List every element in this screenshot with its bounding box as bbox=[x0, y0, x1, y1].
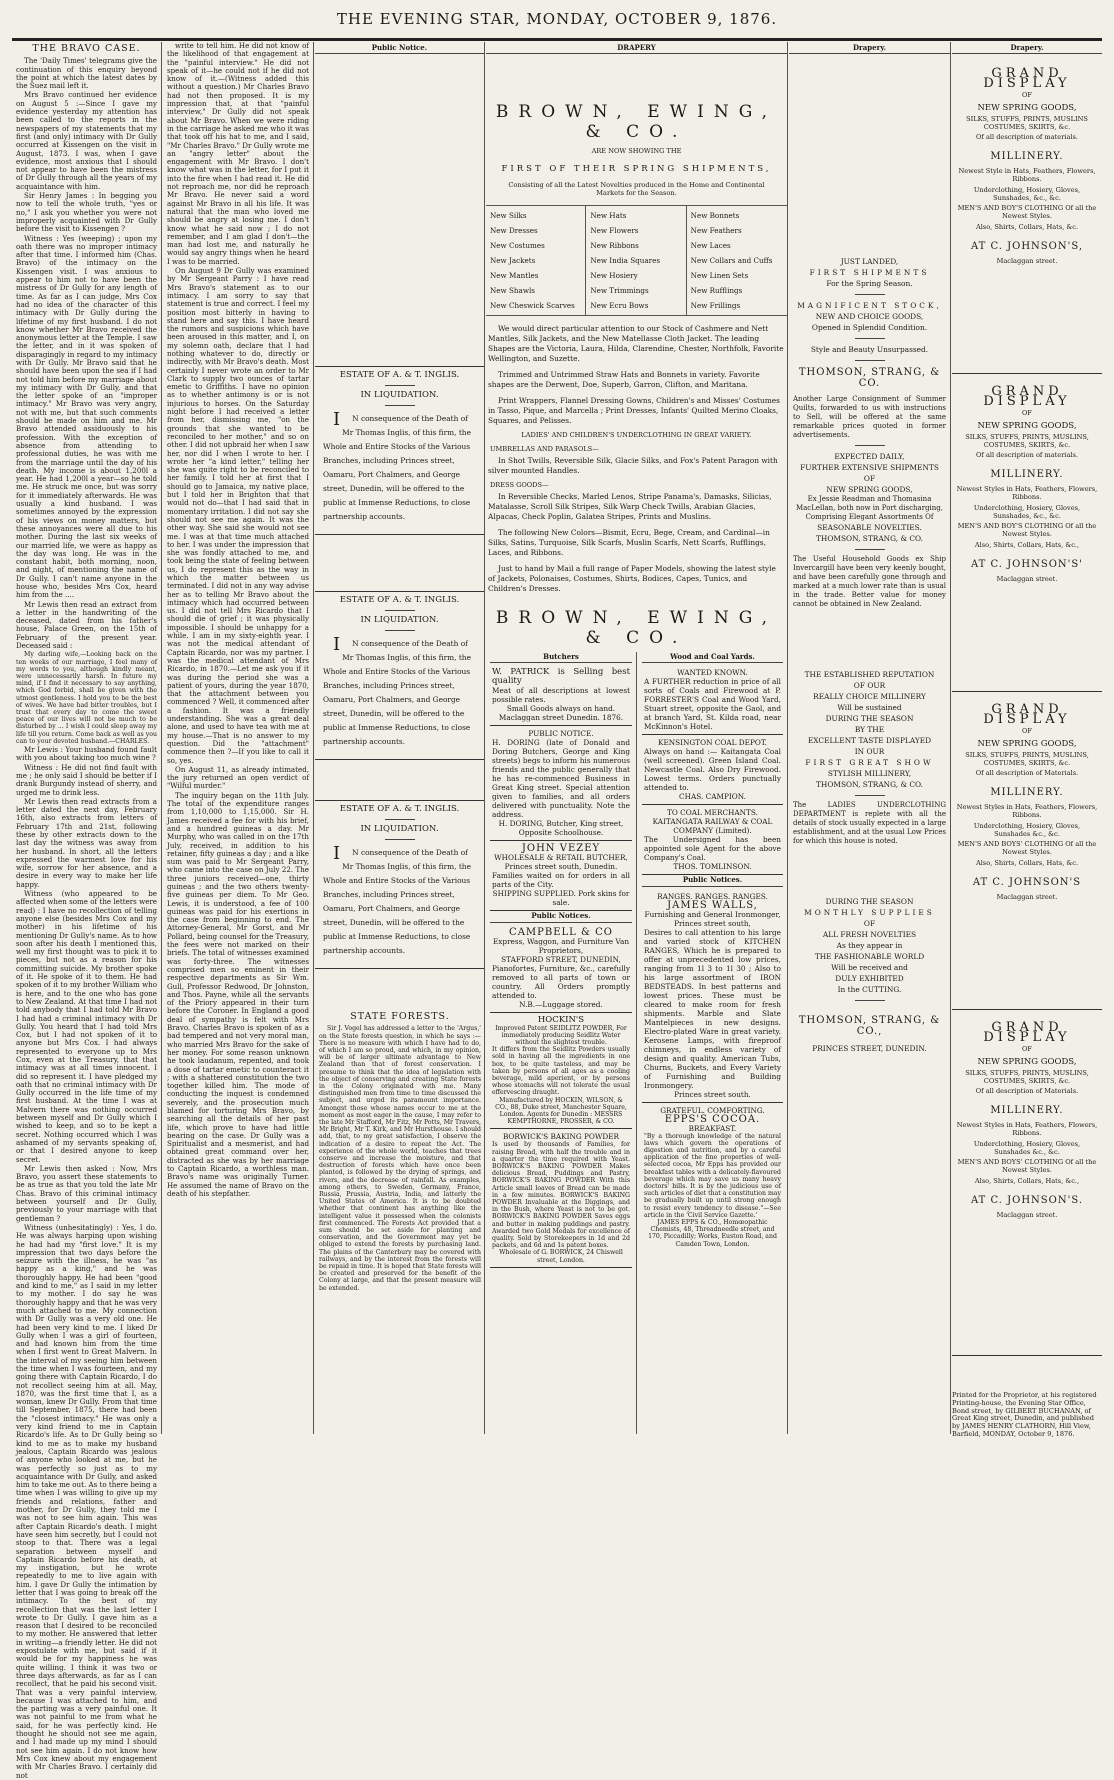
ad-line: THE ESTABLISHED REPUTATION bbox=[804, 670, 935, 679]
goods-item: New Mantles bbox=[490, 271, 539, 281]
ad-line: NEW SPRING GOODS, bbox=[826, 485, 913, 494]
section-head: Public Notices. bbox=[642, 875, 783, 886]
ad-brand: AT C. JOHNSON'S, bbox=[970, 240, 1084, 252]
ad-text: In Reversible Checks, Marled Lenos, Stripe Panama's, Damasks, Silicias, Matalasse, Scroll Silk Stripes, Silk Warp Check Twills, Arabian Glacies, Alpacas, Check Poplin, Galatea Stripes, Prints and Muslins. bbox=[488, 491, 772, 521]
rule bbox=[385, 610, 415, 611]
ad-subtitle: IN LIQUIDATION. bbox=[360, 615, 439, 625]
ad-johnson-grand-display bbox=[952, 692, 1102, 1010]
ad-brand: AT C. JOHNSON'S' bbox=[970, 558, 1083, 570]
ad-text: Trimmed and Untrimmed Straw Hats and Bonnets in variety. Favorite shapes are the Derwent, Doe, Superb, Garron, Clifton, and Maritana. bbox=[488, 370, 760, 390]
section-head: Drapery. bbox=[789, 42, 950, 54]
ad-brand: AT C. JOHNSON'S. bbox=[970, 1194, 1084, 1206]
ad-inglis-estate bbox=[315, 366, 484, 535]
ad-line: NEW SPRING GOODS, bbox=[977, 420, 1077, 431]
goods-item: New Flowers bbox=[590, 226, 639, 236]
ad-line: JUST LANDED, bbox=[840, 257, 899, 266]
ad-text: Princes street south. bbox=[674, 1089, 751, 1099]
brand-name: BROWN, EWING, & CO. bbox=[495, 102, 778, 142]
ad-title: TO COAL MERCHANTS. bbox=[667, 808, 758, 818]
ad-thomson-strang bbox=[789, 256, 950, 1054]
masthead bbox=[0, 0, 1114, 40]
rule bbox=[385, 839, 415, 840]
ad-line: MILLINERY. bbox=[990, 469, 1064, 481]
ad-line: PRINCES STREET, DUNEDIN. bbox=[812, 1044, 927, 1053]
ad-line: Maclaggan street. bbox=[996, 256, 1058, 265]
ad-title: KENSINGTON COAL DEPOT. bbox=[658, 738, 767, 748]
article-paragraph: Mr Lewis then read an extract from a letter in the handwriting of the deceased, dated from his father's house, Palace Green, on the 15th of February of the present year. Deceased said : bbox=[16, 599, 157, 651]
column-thomson-strang bbox=[789, 42, 951, 1434]
ad-line: MAGNIFICENT STOCK, bbox=[797, 301, 942, 310]
article-paragraph: Witness : Yes (weeping) ; upon my oath there was no improper intimacy after that time. I informed him (Chas. Bravo) of the intimacy on the Kissengen visit. I was anxious to appear to him not to have been the mistress of Dr Gully for any length of time. As far as I can judge, Mrs Cox had no idea of the character of this intimacy with Dr Gully during the lifetime of my first husband. I do not know whether Mr Bravo received the anonymous letter at the Temple. I saw the letter, and in it was spoken of disparagingly in regard to my intimacy with Dr Gully. Mr Bravo said that he should have been upon the sea if I had not told him before my marriage about my intimacy with Dr Gully, and that the letter spoke of an "improper intimacy." Mr Bravo was very angry, not with me, but that such comments should be made on him and me. Mr Bravo attended assiduously to his profession. With the exception of absence from attending to professional duties, he was with me from the marriage until the day of his death. My income is about 1,200l a year. He had 1,200l a year—so he told me. He struck me once, but was sorry for it immediately afterwards. He was usually a kind husband. I was sometimes annoyed by the expression of his views on money matters, but these annoyances were all due to his mother. During the last six weeks of our married life, we were as happy as the day was long. He was in the constant habit, both morning, noon, and night, of mentioning the name of Dr Gully. I can't name anyone in the house who, besides Mrs Cox, heard him from the .... bbox=[16, 233, 157, 600]
goods-column bbox=[687, 206, 787, 315]
article-paragraph: Sir Henry James : In begging you now to tell the whole truth, "yes or no," I ask you whether you were not improperly acquainted with Dr Gully before the visit to Kissengen ? bbox=[16, 191, 157, 234]
ad-text: Families waited on for orders in all parts of the City. bbox=[492, 871, 630, 890]
ad-line: Newest Styles in Hats, Feathers, Flowers, Ribbons. bbox=[956, 1121, 1098, 1137]
ad-title: JOHN VEZEY bbox=[521, 843, 601, 855]
ad-text: STAFFORD STREET, DUNEDIN, bbox=[501, 954, 621, 964]
goods-item: New Linen Sets bbox=[690, 271, 749, 281]
ad-signature: CHAS. CAMPION. bbox=[679, 792, 746, 802]
goods-item: New Collars and Cuffs bbox=[690, 256, 773, 266]
ad-line: DURING THE SEASON bbox=[825, 714, 914, 723]
ad-line: Underclothing, Hosiery, Gloves, Sunshades, &c., &c. bbox=[973, 503, 1081, 520]
ad-line: MEN'S AND BOY'S CLOTHING Of all the Newest Styles. bbox=[957, 522, 1097, 539]
article-paragraph: Witness (who appeared to be affected when some of the letters were read) : I have no recollection of telling anyone else (besides Mrs Cox and my mother) in his lifetime of his mentioning Dr Gully's name. As to how soon after his death I mentioned this, well my first thought was to pick it to pieces, but not as a reason for his committing suicide. My brother spoke of it. He spoke of it to them. He had spoken of it to my brother William who is here, and to the one who has gone to New Zealand. At that time I had not told anybody that I had told Mr Bravo I had had a criminal intimacy with Dr Gully. You heard that I had told Mrs Cox, but I had not spoken of it to anyone but Mrs Cox. I had always represented to everyone up to Mrs Cox, even at the Treasury, that that intimacy was at all times innocent. I did so represent it. I have pledged my oath that no criminal intimacy with Dr Gully occurred in the life time of my first husband. At the time I was at Malvern there was nothing occurred between myself and Dr Gully which I wished to keep, and so to be kept a secret. Nothing occurred which I was ashamed of my servants speaking of, or that I desired anyone to keep secret. bbox=[16, 889, 157, 1164]
ad-line: Maclaggan street. bbox=[996, 892, 1058, 901]
ad-epps-cocoa bbox=[642, 1103, 783, 1251]
section-head: Public Notice. bbox=[315, 42, 484, 54]
ad-line: Will be received and bbox=[831, 963, 908, 972]
johnson-ad-list bbox=[952, 56, 1102, 1356]
ad-line: OF bbox=[1022, 409, 1032, 417]
ad-brown-ewing bbox=[486, 42, 788, 652]
article-heading: THE BRAVO CASE. bbox=[32, 43, 141, 54]
ad-text: The Undersigned has been appointed sole Agent for the above Company's Coal. bbox=[644, 835, 781, 863]
ad-brand: AT C. JOHNSON'S bbox=[972, 876, 1082, 888]
ad-subhead: LADIES' AND CHILDREN'S UNDERCLOTHING IN GREAT VARIETY. bbox=[521, 431, 752, 440]
ad-line: DURING THE SEASON bbox=[825, 897, 914, 906]
column-butchers bbox=[486, 652, 637, 1434]
blank-space bbox=[315, 535, 484, 591]
ad-line: Also, Shirts, Collars, Hats, &c., bbox=[974, 540, 1080, 549]
ad-line: STYLISH MILLINERY, bbox=[827, 769, 912, 778]
ad-line: MILLINERY. bbox=[990, 787, 1064, 799]
column-bravo-case-1 bbox=[12, 42, 162, 1780]
section-head: Wood and Coal Yards. bbox=[642, 652, 783, 663]
ad-title: WANTED KNOWN. bbox=[677, 668, 748, 678]
blank-space bbox=[789, 56, 950, 256]
brand-display-title: GRAND DISPLAY bbox=[983, 702, 1071, 727]
article-paragraph: Mr Lewis : Your husband found fault with you about taking too much wine ? bbox=[16, 745, 157, 763]
ad-text: Manufactured by HOCKIN, WILSON, & CO., 88, Duke street, Manchester Square, London. Agents for Dunedin : MESSRS KEMPTHORNE, PROSSER, & CO. bbox=[495, 1096, 627, 1126]
ad-text: Improved Patent SEIDLITZ POWDER, For immediately producing Seidlitz Water without the slightest trouble. bbox=[495, 1024, 627, 1046]
ad-signature: JAMES EPPS & CO., Homœopathic Chemists, 48, Threadneedle street, and 170, Piccadilly; Works, Euston Road, and Camden Town, London. bbox=[648, 1219, 777, 1248]
column-bravo-case-2 bbox=[163, 42, 314, 1434]
article-letter: My darling wife,—Looking back on the ten weeks of our marriage, I feel many of my words to you, although kindly meant, were unnecessarily harsh. In future my mind, if I find it necessary to say anything, which God forbid, shall be given with the utmost gentleness. I hold you to be the best of wives. We have had bitter troubles, but I trust that every day to come the sweet peace of our lives will not be much to be disturbed by ... I wish I could sleep away my life till you return. Come back as well as you can to your devoted husband.—CHARLES. bbox=[16, 651, 157, 745]
rule bbox=[855, 294, 885, 295]
ad-announce: ARE NOW SHOWING THE bbox=[591, 147, 682, 155]
ad-text: Consisting of all the Latest Novelties produced in the Home and Continental Markets for the Season. bbox=[508, 180, 765, 197]
ad-line: FIRST SHIPMENTS bbox=[809, 268, 930, 277]
article-paragraph: Sir J. Vogel has addressed a letter to the 'Argus,' on the State forests question, in which he says :— There is no measure with which I have had to do, of which I am so proud, and which, in my opinion, will be of larger ultimate advantage to New Zealand than that of forest conservation. I presume to think that the idea of legislation with the object of conserving and creating State forests in the Colony originated with me. Many distinguished men from time to time discussed the subject, and urged its paramount importance. Amongst those whose names occur to me at the moment as most eager in the cause, I may refer to the late Mr Stafford, Mr Fitz, Mr Potts, Mr Travers, Mr Bright, Mr T. Kirk, and Mr Hursthouse. I should add, that, to my great satisfaction, I observe the indication of a desire to repeat the Act. The experience of the whole world, teaches that trees conserve and increase the moisture, and that destruction of forests which have once been planted, is followed by the drying of springs, and rivers, and the decrease of rainfall. As examples, among others, to Sweden, Germany, France, Russia, Prussia, Austria, India, and latterly the United States of America. It is to be doubted whether that continent has anything like the intelligent value it possessed when the colonists first commenced. The Forests Act provided that a sum should be set aside for planting and conservation, and the Government may yet be obliged to extend the forests by purchasing land. The plains of the Canterbury may be covered with railways, and by the interest from the forests will be repaid in time. It is hoped that State forests will be created and preserved for the benefit of the Colony at large, and that the present measure will be extended. bbox=[319, 1025, 482, 1292]
ad-brand: THOMSON, STRANG, & CO. bbox=[798, 367, 941, 389]
ad-text: Print Wrappers, Flannel Dressing Gowns, Children's and Misses' Costumes in Tasso, Pique, and Marcella ; Print Dresses, Infants' Quilted Merino Cloaks, Squares, and Pelisses. bbox=[488, 396, 780, 426]
ad-line: BY THE bbox=[854, 725, 885, 734]
ad-text: We would direct particular attention to our Stock of Cashmere and Nett Mantles, Silk Jackets, and the New Matellasse Cloth Jacket. The leading Shapes are the Victoria, Laura, Hilda, Clarendine, Chester, Northfolk, Favorite Wellington, and Suzette. bbox=[488, 324, 784, 364]
section-head: Butchers bbox=[490, 652, 632, 663]
ad-line: Also, Shirts, Collars, Hats, &c., bbox=[974, 1176, 1080, 1185]
ad-line: As they appear in bbox=[836, 941, 903, 950]
ad-line: OF bbox=[863, 919, 876, 928]
ad-line: Will be sustained bbox=[837, 703, 902, 712]
ad-text: Desires to call attention to his large and varied stock of KITCHEN RANGES, Which he is prepared to offer at unprecedented low prices, ranging from 1l 3 to 1l 30 ; Also to his large assortment of IRON BEDSTEADS. In best patterns and lowest prices. These must be cleared to make room for fresh shipments. Marble and Slate Mantelpieces in new designs. Electro-plated Ware in great variety. Kerosene Lamps, with fireproof chimneys, in endless variety of design and quality. American Tubs, Churns, Buckets, and Every Variety of Furnishing and Building Ironmongery. bbox=[644, 927, 781, 1090]
ad-line: OF bbox=[1022, 727, 1032, 735]
ad-line: SILKS, STUFFS, PRINTS, MUSLINS, COSTUMES, SKIRTS, &c. bbox=[965, 1068, 1089, 1085]
ad-title: PUBLIC NOTICE. bbox=[528, 729, 594, 739]
ad-text: Ex Jessie Readman and Thomasina MacLellan, both now in Port discharging, Comprising Elegant Assortments Of bbox=[795, 495, 944, 521]
ad-line: Of all description of materials. bbox=[976, 133, 1078, 142]
section-head: Drapery. bbox=[952, 42, 1102, 54]
blank-space bbox=[793, 609, 946, 669]
ad-hockin bbox=[490, 1013, 632, 1130]
goods-item: New Dresses bbox=[490, 226, 538, 236]
ad-line: Maclaggan street. bbox=[996, 1210, 1058, 1219]
brand-name: BROWN, EWING, & CO. bbox=[495, 607, 778, 648]
goods-item: New Costumes bbox=[490, 241, 545, 251]
ad-johnson-grand-display bbox=[952, 56, 1102, 374]
article-paragraph: Witness (unhesitatingly) : Yes, I do. He was always harping upon wishing he had had my "first love." It is my impression that two days before the seizure with the illness, he was "as happy as a king," and he was thoroughly happy. He had been "good and kind to me," as I said in my letter to my mother. I do say he was thoroughly happy and that he was very much attached to me. My connection with Dr Gully was a very old one. He had been very kind to me. I liked Dr Gully when I was a girl of fourteen, and had known him from the time when I first went to Great Malvern. In the interval of my seeing him between the time when I was fourteen, and my going there with Captain Ricardo, I do not recollect seeing him at all. May, 1870, was the first time that I, as a woman, knew Dr Gully. From that time till September, 1875, there had been the "closest intimacy." He was only a very kind friend to me in Captain Ricardo's life. As to Dr Gully being so kind to me as to make my husband jealous, Captain Ricardo was jealous of anyone who looked at me, but he was perfectly so just as to my acquaintance with Dr Gully, and asked him to take me out. As to there being a time when I was willing to give up my friends and relations, father and mother, for Dr Gully, they told me I was not to see him again. This was after Captain Ricardo's death. I might have seen him secretly, but I could not stoop to that. There was a legal separation between myself and Captain Ricardo before his death, at my instigation, but he wrote repeatedly to me to live again with him. I gave Dr Gully the intimation by letter that I was going to break off the intimacy. To the best of my recollection that was the last letter I wrote to Dr Gully. I gave him as a reason that I desired to be reconciled to my mother. He answered that letter in writing—a friendly letter. He did not expostulate with me, but said if it would be for my happiness he was quite willing. I think it was two or three days afterwards, as far as I can recollect, that he paid his second visit. That was a very painful interview, because I was attached to him, and the parting was a very painful one. It was not painful to me from what he said, for he was perfectly kind. He thought he should not see me again, and I had made up my mind I should not see him again. I do not know how Mrs Cox knew about my engagement with Mr Charles Bravo. I certainly did not bbox=[16, 1222, 157, 1780]
ad-text: SHIPPING SUPPLIED. Pork skins for sale. bbox=[492, 889, 630, 908]
ad-title: CAMPBELL & CO bbox=[509, 926, 613, 938]
ad-kaitangata bbox=[642, 805, 783, 875]
article-paragraph: On August 11, as already intimated, the jury returned an open verdict of "Wilful murder." bbox=[167, 764, 309, 791]
ad-line: EXPECTED DAILY, bbox=[834, 452, 905, 461]
ad-title: RANGES. RANGES. RANGES. bbox=[657, 891, 768, 901]
ad-line: ALL FRESH NOVELTIES bbox=[822, 930, 917, 939]
ad-title: ESTATE OF A. & T. INGLIS. bbox=[339, 370, 460, 380]
article-paragraph: Mrs Bravo continued her evidence on August 5 :—Since I gave my evidence yesterday my attention has been called to the reports in the newspapers of my statements that my first (and only) intimacy with Dr Gully occurred at Kissengen on the visit in August, 1873. I was, when I gave evidence, most anxious that I should not appear to have been the mistress of Dr Gully through all the years of my acquaintance with him. bbox=[16, 90, 157, 191]
ad-line: NEW SPRING GOODS, bbox=[977, 1056, 1077, 1067]
ad-body: IN consequence of the Death of Mr Thomas Inglis, of this firm, the Whole and Entire Stocks of the Various Branches, including Princes street, Oamaru, Port Chalmers, and George street, Dunedin, will be offered to the public at Immense Reductions, to close partnership accounts. bbox=[323, 843, 471, 955]
ad-line: FIRST GREAT SHOW bbox=[805, 758, 934, 767]
column-johnson bbox=[952, 42, 1102, 1434]
ad-line: THOMSON, STRANG, & CO. bbox=[815, 780, 924, 789]
ad-inglis-estate bbox=[315, 591, 484, 760]
section-head: DRAPERY bbox=[486, 42, 787, 54]
ad-line: NEW AND CHOICE GOODS, bbox=[815, 312, 924, 321]
ad-line: Newest Styles in Hats, Feathers, Flowers, Ribbons. bbox=[956, 485, 1098, 501]
ad-line: DULY EXHIBITED bbox=[835, 974, 904, 983]
ad-line: Style and Beauty Unsurpassed. bbox=[810, 345, 929, 354]
ad-line: MEN'S AND BOYS' CLOTHING Of all the Newest Styles. bbox=[957, 1158, 1097, 1175]
ad-signature: H. DORING, Butcher, King street, Opposite Schoolhouse. bbox=[498, 819, 624, 838]
ad-forrester bbox=[642, 665, 783, 735]
ad-subtitle: KAITANGATA RAILWAY & COAL COMPANY (Limited). bbox=[652, 817, 773, 836]
ad-line: Underclothing, Hosiery, Gloves, Sunshades, &c., &c. bbox=[973, 185, 1081, 202]
rule bbox=[385, 385, 415, 386]
ad-title: W. PATRICK is Selling best quality bbox=[492, 667, 630, 687]
goods-item: New India Squares bbox=[590, 256, 661, 266]
ad-line: MILLINERY. bbox=[990, 151, 1064, 163]
ad-campbell bbox=[490, 925, 632, 1013]
ad-text: "By a thorough knowledge of the natural laws which govern the operations of digestion and nutrition, and by a careful application of the fine properties of well-selected cocoa, Mr Epps has provided our breakfast tables with a delicately-flavoured beverage which may save us many heavy doctors' bills. It is by the judicious use of such articles of diet that a constitution may be gradually built up until strong enough to resist every tendency to disease."—See article in the 'Civil Service Gazette.' bbox=[644, 1132, 781, 1219]
goods-item: New Ribbons bbox=[590, 241, 639, 251]
ad-line: OF OUR bbox=[853, 681, 886, 690]
ad-line: OF bbox=[1022, 1045, 1032, 1053]
section-head: Public Notices. bbox=[490, 911, 632, 922]
ad-subhead: UMBRELLAS AND PARASOLS— bbox=[490, 445, 599, 454]
ad-vezey bbox=[490, 841, 632, 911]
ad-text: The Useful Household Goods ex Ship Invercargill have been very keenly bought, and have been carefully gone through and marked at a much lower rate than is usual in the trade. Better value for money cannot be obtained in New Zealand. bbox=[793, 555, 946, 608]
ad-title: ESTATE OF A. & T. INGLIS. bbox=[339, 804, 460, 814]
ad-line: Also, Shirts, Collars, Hats, &c. bbox=[975, 858, 1079, 867]
article-paragraph: On August 9 Dr Gully was examined by Mr Sergeant Parry : I have read Mrs Bravo's statement as to our intimacy. I am sorry to say that statement is true and correct. I feel my position most bitterly in having to stand here and say this. I have heard the rumors and suspicions which have been aroused in this matter, and I, on my solemn oath, declare that I had nothing whatever to do, directly or indirectly, with Mr Bravo's death. Most certainly I never wrote an order to Mr Clark to supply two ounces of tartar emetic to Griffiths. I have no opinion as to whether antimony is or is not injurious to horses. On the Saturday night before I had received a letter from her, dismissing me, "on the grounds that she wanted to be reconciled to her mother," and so on other. I did not upbraid her when I saw her, nor did I when I wrote to her. I wrote her "a kind letter," telling her she was quite right to be reconciled to her family. I told her at first that I should go to Jamaica, my native place, but I told her in Brighton that that would not do—that I had said that in momentary irritation. I did not say she should not see me again. It was the other way. She said she would not see me. I was at that time much attached to her. I was under the impression that she was fondly attached to me, and took being the state of feeling between us, I do represent this as the way in which the matter between us terminated. I did not in any way advise her as to telling Mr Bravo about the intimacy which had occurred between us. I did not tell Mrs Ricardo that I should die of grief ; it was physically impossible. I should be unhappy for a while. I am in my sixty-eighth year. I was not the medical attendant of Captain Ricardo, nor was my partner. I was the medical attendant of Mrs Ricardo, in 1870.—Let me ask you if it was during the period she was a patient of yours, during the year 1870, that the attachment between you commenced ? Well, it commenced after a fashion. It was a friendly understanding. She was a great deal alone, and used to have tea with me at my house.—That is no answer to my question. Did the "attachment" commence then ?—If you like to call it so, yes. bbox=[167, 266, 309, 765]
goods-item: New Cheswick Scarves bbox=[490, 301, 575, 311]
ad-line: NEW SPRING GOODS, bbox=[977, 738, 1077, 749]
goods-item: New Feathers bbox=[690, 226, 742, 236]
ad-line: Newest Styles in Hats, Feathers, Flowers, Ribbons. bbox=[956, 803, 1098, 819]
ad-line: In the CUTTING. bbox=[837, 985, 902, 994]
article-heading: STATE FORESTS. bbox=[350, 1011, 450, 1022]
ad-line: FURTHER EXTENSIVE SHIPMENTS bbox=[800, 463, 939, 472]
goods-column bbox=[586, 206, 686, 315]
ad-title: BORWICK'S BAKING POWDER bbox=[502, 1132, 620, 1142]
ad-text: The following New Colors—Bismit, Ecru, Bege, Cream, and Cardinal—in Silks, Satins, Turquoise, Silk Scarfs, Muslin Scarfs, Nett Scarfs, Rufflings, Laces, and Ribbons. bbox=[488, 527, 770, 557]
blank-space bbox=[793, 846, 946, 896]
ad-subtitle: BREAKFAST. bbox=[688, 1123, 737, 1133]
ad-johnson-grand-display bbox=[952, 374, 1102, 692]
ad-line: For the Spring Season. bbox=[826, 279, 913, 288]
ad-title: ESTATE OF A. & T. INGLIS. bbox=[339, 595, 460, 605]
ad-line: Newest Style in Hats, Feathers, Flowers, Ribbons. bbox=[958, 167, 1096, 183]
ad-line: MONTHLY SUPPLIES bbox=[804, 908, 935, 917]
goods-column bbox=[486, 206, 586, 315]
ad-line: MEN'S AND BOYS' CLOTHING Of all the Newest Styles. bbox=[957, 840, 1097, 857]
rule bbox=[385, 819, 415, 820]
ad-line: Underclothing, Hosiery, Gloves, Sunshades &c., &c. bbox=[973, 1139, 1081, 1156]
ad-inglis-estate bbox=[315, 800, 484, 969]
ad-line: Of all description of materials. bbox=[976, 451, 1078, 460]
ad-text: WHOLESALE & RETAIL BUTCHER, Princes street south, Dunedin. bbox=[494, 853, 628, 872]
rule bbox=[385, 630, 415, 631]
ad-borwick bbox=[490, 1129, 632, 1267]
rule bbox=[855, 445, 885, 446]
ad-subtitle: IN LIQUIDATION. bbox=[360, 390, 439, 400]
column-state-forests bbox=[315, 1010, 485, 1434]
ad-line: MEN'S AND BOY'S CLOTHING Of all the Newest Styles. bbox=[957, 204, 1097, 221]
ad-text: A FURTHER reduction in price of all sorts of Coals and Firewood at P. FORRESTER'S Coal and Wood Yard, Stuart street, opposite the Gaol, and at branch Yard, St. Kilda road, near McKinnon's Hotel. bbox=[644, 677, 781, 732]
ad-line: SEASONABLE NOVELTIES. bbox=[817, 523, 922, 532]
ad-text: Wholesale of G. BORWICK, 24 Chiswell street, London. bbox=[499, 1249, 623, 1264]
goods-item: New Shawls bbox=[490, 286, 535, 296]
blank-space bbox=[315, 56, 484, 366]
ad-text: The LADIES UNDERCLOTHING DEPARTMENT is replete with all the details of stock usually expected in a large establishment, and at the usual Low Prices for which this house is noted. bbox=[793, 801, 946, 845]
ad-line: Also, Shirts, Collars, Hats, &c. bbox=[975, 222, 1079, 231]
goods-item: New Rufflings bbox=[690, 286, 743, 296]
ad-line: Opened in Splendid Condition. bbox=[811, 323, 928, 332]
goods-item: New Hosiery bbox=[590, 271, 638, 281]
goods-item: New Jackets bbox=[490, 256, 536, 266]
column-wood-coal bbox=[638, 652, 788, 1434]
ad-title: EPPS'S COCOA. bbox=[664, 1113, 761, 1125]
ad-text: Meat of all descriptions at lowest possible rates. bbox=[492, 686, 630, 705]
ad-text: Another Large Consignment of Summer Quilts, forwarded to us with instructions to Sell, will be offered at the same remarkable prices quoted in former advertisements. bbox=[793, 395, 946, 439]
ad-line: SILKS, STUFFS, PRINTS, MUSLINS, COSTUMES, SKIRTS, &c. bbox=[965, 432, 1089, 449]
article-paragraph: Mr Lewis then asked : Now, Mrs Bravo, you assert these statements to be as true as that you told the late Mr Chas. Bravo of this criminal intimacy between yourself and Dr Gully, previously to your marriage with that gentleman ? bbox=[16, 1163, 157, 1223]
goods-grid bbox=[486, 205, 787, 316]
ad-line: Of all description of Materials. bbox=[975, 769, 1079, 778]
article-paragraph: Witness : He did not find fault with me ; he only said I should be better if I drank Burgundy instead of sherry, and urged me to drink less. bbox=[16, 762, 157, 797]
article-paragraph: The 'Daily Times' telegrams give the continuation of this enquiry beyond the point at which the latest dates by the Suez mail left it. bbox=[16, 56, 157, 91]
goods-item: New Trimmings bbox=[590, 286, 649, 296]
goods-item: New Bonnets bbox=[690, 211, 740, 221]
ad-line: NEW SPRING GOODS, bbox=[977, 102, 1077, 113]
ad-signature: THOS. TOMLINSON. bbox=[673, 862, 752, 872]
ad-text: Always on hand :— Kaitangata Coal (well screened). Green Island Coal. Newcastle Coal. Also Dry Firewood. Lowest terms. Orders punctually attended to. bbox=[644, 747, 781, 793]
ad-line: REALLY CHOICE MILLINERY bbox=[813, 692, 926, 701]
brand-display-title: GRAND DISPLAY bbox=[983, 66, 1071, 91]
ad-line: Underclothing, Hosiery, Gloves, Sunshades &c., &c. bbox=[973, 821, 1081, 838]
ad-text: In Shot Twills, Reversible Silk, Glacie Silks, and Fox's Patent Paragon with silver mounted Handles. bbox=[488, 455, 778, 475]
rule bbox=[385, 405, 415, 406]
ad-text: H. DORING (late of Donald and Doring Butchers, George and King streets) begs to inform his numerous friends and the public generally that he has re-commenced Business in Great King street. Special attention given to families, and all orders delivered with punctuality. Note the address. bbox=[492, 738, 630, 820]
ad-subtitle: IN LIQUIDATION. bbox=[360, 824, 439, 834]
ad-line: IN OUR bbox=[854, 747, 885, 756]
ad-line: THOMSON, STRANG, & CO. bbox=[815, 534, 924, 543]
ad-kensington bbox=[642, 735, 783, 805]
ad-text: Furnishing and General Ironmonger, Princes street south, bbox=[644, 909, 781, 928]
rule bbox=[855, 795, 885, 796]
ad-text: Small Goods always on hand. Maclaggan street Dunedin. 1876. bbox=[498, 704, 624, 723]
goods-item: New Silks bbox=[490, 211, 527, 221]
blank-space bbox=[315, 760, 484, 800]
ad-doring bbox=[490, 726, 632, 841]
newspaper-title: THE EVENING STAR, MONDAY, OCTOBER 9, 1876. bbox=[336, 10, 778, 28]
goods-item: New Frillings bbox=[690, 301, 741, 311]
ad-subhead: DRESS GOODS— bbox=[490, 480, 549, 489]
ad-line: MILLINERY. bbox=[990, 1105, 1064, 1117]
goods-item: New Ecru Bows bbox=[590, 301, 649, 311]
goods-item: New Laces bbox=[690, 241, 731, 251]
ad-title: GRATEFUL. COMFORTING. bbox=[660, 1105, 765, 1115]
ad-line: SILKS, STUFFS, PRINTS, MUSLINS, COSTUMES, SKIRTS, &c. bbox=[965, 750, 1089, 767]
ad-brand: THOMSON, STRANG, & CO., bbox=[798, 1015, 941, 1037]
ad-text: N.B.—Luggage stored. bbox=[519, 999, 603, 1009]
ad-patrick bbox=[490, 665, 632, 726]
ad-james-walls bbox=[642, 889, 783, 1103]
rule bbox=[855, 549, 885, 550]
publisher-imprint: Printed for the Proprietor, at his registered Printing-house, the Evening Star Office, Bond street, by GILBERT BUCHANAN, of Great King street, Dunedin, and published by JAMES HENRY CLATHORN, Hill View, Barfield, MONDAY, October 9, 1876. bbox=[952, 1391, 1097, 1438]
ad-text: It differs from the Seidlitz Powders usually sold in having all the ingredients in one box, to be quite tasteless, and may be taken by persons of all ages as a cooling beverage, mild aperient, or by persons whose stomachs will not tolerate the usual effervescing draught. bbox=[492, 1046, 630, 1097]
ad-line: Of all description of Materials. bbox=[975, 1087, 1079, 1096]
ad-line: OF bbox=[863, 474, 876, 483]
ad-line: SILKS, STUFFS, PRINTS, MUSLINS COSTUMES, SKIRTS, &c. bbox=[966, 114, 1088, 131]
ad-body: IN consequence of the Death of Mr Thomas Inglis, of this firm, the Whole and Entire Stocks of the Various Branches, including Princes street, Oamaru, Port Chalmers, and George street, Dunedin, will be offered to the public at Immense Reductions, to close partnership accounts. bbox=[323, 409, 471, 521]
ad-line: OF bbox=[1022, 91, 1032, 99]
ad-text: Express, Waggon, and Furniture Van Proprietors, bbox=[492, 936, 630, 955]
rule bbox=[855, 360, 885, 361]
article-paragraph: The inquiry began on the 11th July. The total of the expenditure ranges from 1,10,000 to 1,15,000. Sir H. James received a fee for with his brief, and a hundred guineas a day. Mr Murphy, who was called in on the 17th July, received, in addition to his retainer, fifty guineas a day ; and a like sum was paid to Mr Sergeant Parry, who came into the case on July 22. The three juniors received—one, thirty guineas ; and the two others twenty-five guineas per diem. To Mr Geo. Lewis, it is understood, a fee of 100 guineas was paid for his exertions in the case from beginning to end. The Attorney-General, Mr Gorst, and Mr Pollard, being counsel for the Treasury, the fees were not marked on their briefs. The total of witnesses examined was forty-three. The witnesses comprised men so eminent in their respective departments as Sir Wm. Gull, Professor Redwood, Dr Johnston, and Thos. Payne, while all the servants of the Priory appeared in their turn before the Coroner. In England a good deal of sympathy is felt with Mrs Bravo. Charles Bravo is spoken of as a bad tempered and not very moral man, who married Mrs Bravo for the sake of her money. For some reason unknown he took laudanum, repented, and took a dose of tartar emetic to counteract it ; with a shattered constitution the two together killed him. The mode of conducting the inquest is condemned severely, and the prosecution much blamed for torturing Mrs Bravo, by searching all the details of her past life, which prove to have had little bearing on the case. Dr Gully was a Spiritualist and a mesmerist, and had obtained great command over her, distracted as she was by her marriage to Captain Ricardo, a worthless man. Bravo's name was originally Turner. He assumed the name of Bravo on the death of his stepfather. bbox=[167, 790, 309, 1198]
ad-line: EXCELLENT TASTE DISPLAYED bbox=[807, 736, 932, 745]
brand-display-title: GRAND DISPLAY bbox=[983, 1020, 1071, 1045]
goods-item: New Hats bbox=[590, 211, 627, 221]
ad-text: Just to hand by Mail a full range of Paper Models, showing the latest style of Jackets, Polonaises, Costumes, Shirts, Bodices, Capes, Tunics, and Children's Dresses. bbox=[488, 563, 776, 593]
ad-line: THE FASHIONABLE WORLD bbox=[814, 952, 925, 961]
ad-text: Pianofortes, Furniture, &c., carefully removed to all parts of town or country. All Orders promptly attended to. bbox=[492, 963, 630, 1000]
rule bbox=[855, 338, 885, 339]
ad-title: JAMES WALLS, bbox=[667, 899, 758, 911]
ad-johnson-grand-display bbox=[952, 1010, 1102, 1356]
ad-text: Is used by thousands of Families, for raising Bread, with half the trouble and in a quarter the time required with Yeast. BORWICK'S BAKING POWDER Makes delicious Bread, Puddings and Pastry, BORWICK'S BAKING POWDER With this Article small loaves of Bread can be made in a few minutes. BORWICK'S BAKING POWDER Invaluable at the Diggings, and in the Bush, where Yeast is not to be got. BORWICK'S BAKING POWDER Saves eggs and butter in making puddings and pastry. Awarded two Gold Medals for excellence of quality. Sold by Storekeepers in 1d and 2d packets, and 6d and 1s patent boxes. bbox=[492, 1141, 630, 1250]
ad-body: IN consequence of the Death of Mr Thomas Inglis, of this firm, the Whole and Entire Stocks of the Various Branches, including Princes street, Oamaru, Port Chalmers, and George street, Dunedin, will be offered to the public at Immense Reductions, to close partnership accounts. bbox=[323, 634, 471, 746]
ad-headline: FIRST OF THEIR SPRING SHIPMENTS, bbox=[501, 163, 772, 174]
article-paragraph: write to tell him. He did not know of the likelihood of that engagement at the "painful interview." He did not speak of it—he could not if he did not know of it.—(Witness added this without a question.) Mr Charles Bravo had not then proposed. It is my impression that, at that "painful interview," Dr Gully did not speak about Mr Bravo. When we were riding in the carriage he asked me who it was that took off his hat to me, and I said, "Mr Charles Bravo." Dr Gully wrote me an "angry letter" about the engagement with Mr Bravo. I don't know what was in the letter, for I put it into the fire when I had read it. He did not reproach me, nor did he reproach Mr Bravo. He never said a word against Mr Bravo in all his life. It was natural that the man who loved me should be angry at losing me. I don't know what he said now ; I do not remember, and I am glad I don't—the man had lost me, and naturally he would say angry things when he heard I was to be married. bbox=[167, 41, 309, 266]
ad-line: Maclaggan street. bbox=[996, 574, 1058, 583]
rule bbox=[855, 1000, 885, 1001]
article-paragraph: Mr Lewis then read extracts from a letter dated the next day, February 16th, also extracts from letters of February 17th and 21st, following these by other extracts down to the last day the witness was away from her husband. In short, all the letters expressed the warmest love for his wife, sorrow for her absence, and a desire in every way to make her life happy. bbox=[16, 796, 157, 889]
ad-title: HOCKIN'S bbox=[537, 1014, 585, 1025]
brand-display-title: GRAND DISPLAY bbox=[983, 384, 1071, 409]
